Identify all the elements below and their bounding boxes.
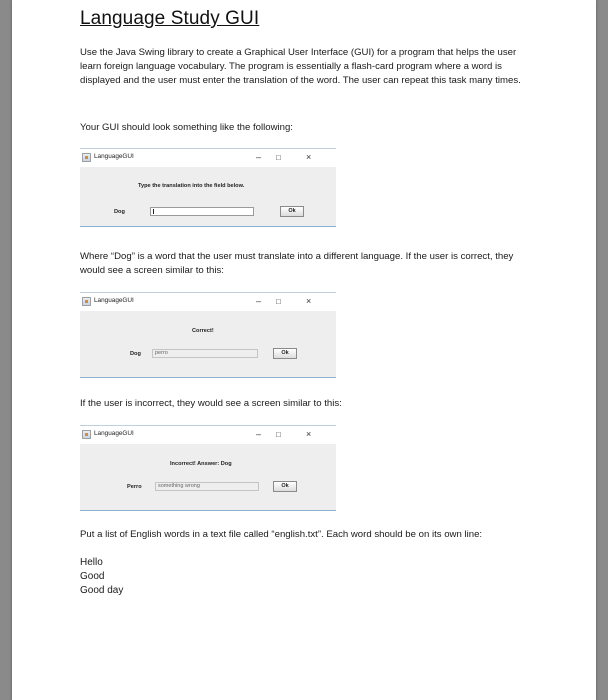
minimize-icon[interactable]: – <box>256 152 262 162</box>
window-content <box>80 444 336 510</box>
window-titlebar <box>80 148 336 167</box>
look-like-paragraph: Your GUI should look something like the following: <box>80 122 293 133</box>
close-icon[interactable]: × <box>306 296 312 306</box>
word-list-item: Good day <box>80 585 124 596</box>
gui-window-correct <box>80 292 336 378</box>
word-list-item: Good <box>80 571 105 582</box>
java-app-icon <box>82 297 91 306</box>
window-content <box>80 167 336 226</box>
window-content <box>80 311 336 377</box>
intro-paragraph: Use the Java Swing library to create a Graphical User Interface (GUI) for a program that helps the user learn foreign language vocabulary. The program is essentially a flash-card program where a word is displayed and the user must enter the translation of the word. The user can repeat this task many times. <box>80 47 521 86</box>
ok-button[interactable]: Ok <box>273 348 297 359</box>
where-dog-paragraph: Where “Dog” is a word that the user must translate into a different language. If the user is correct, they would see a screen similar to this: <box>80 251 514 276</box>
page-title: Language Study GUI <box>80 8 260 29</box>
word-label: Perro <box>127 484 142 490</box>
result-message: Correct! <box>192 328 214 334</box>
gui-window-initial <box>80 148 336 227</box>
word-list <box>80 556 123 598</box>
minimize-icon[interactable]: – <box>256 296 262 306</box>
document-page <box>12 0 596 700</box>
incorrect-paragraph: If the user is incorrect, they would see a screen similar to this: <box>80 398 342 409</box>
maximize-icon[interactable]: □ <box>276 297 281 306</box>
prompt-message: Type the translation into the field below. <box>138 183 245 189</box>
close-icon[interactable]: × <box>306 152 312 162</box>
translation-input[interactable]: something wrong <box>155 482 259 491</box>
java-app-icon <box>82 153 91 162</box>
close-icon[interactable]: × <box>306 429 312 439</box>
ok-button[interactable]: Ok <box>280 206 304 217</box>
translation-input[interactable] <box>150 207 254 216</box>
java-app-icon <box>82 430 91 439</box>
maximize-icon[interactable]: □ <box>276 153 281 162</box>
list-instruction-paragraph: Put a list of English words in a text file called “english.txt”. Each word should be on its own line: <box>80 529 483 540</box>
window-titlebar <box>80 292 336 311</box>
word-list-item: Hello <box>80 557 103 568</box>
window-titlebar <box>80 425 336 444</box>
gui-window-incorrect <box>80 425 336 511</box>
translation-input[interactable]: perro <box>152 349 258 358</box>
word-label: Dog <box>114 209 125 215</box>
result-message: Incorrect! Answer: Dog <box>170 461 232 467</box>
word-label: Dog <box>130 351 141 357</box>
maximize-icon[interactable]: □ <box>276 430 281 439</box>
minimize-icon[interactable]: – <box>256 429 262 439</box>
ok-button[interactable]: Ok <box>273 481 297 492</box>
window-title: LanguageGUI <box>94 153 134 160</box>
window-title: LanguageGUI <box>94 297 134 304</box>
window-title: LanguageGUI <box>94 430 134 437</box>
